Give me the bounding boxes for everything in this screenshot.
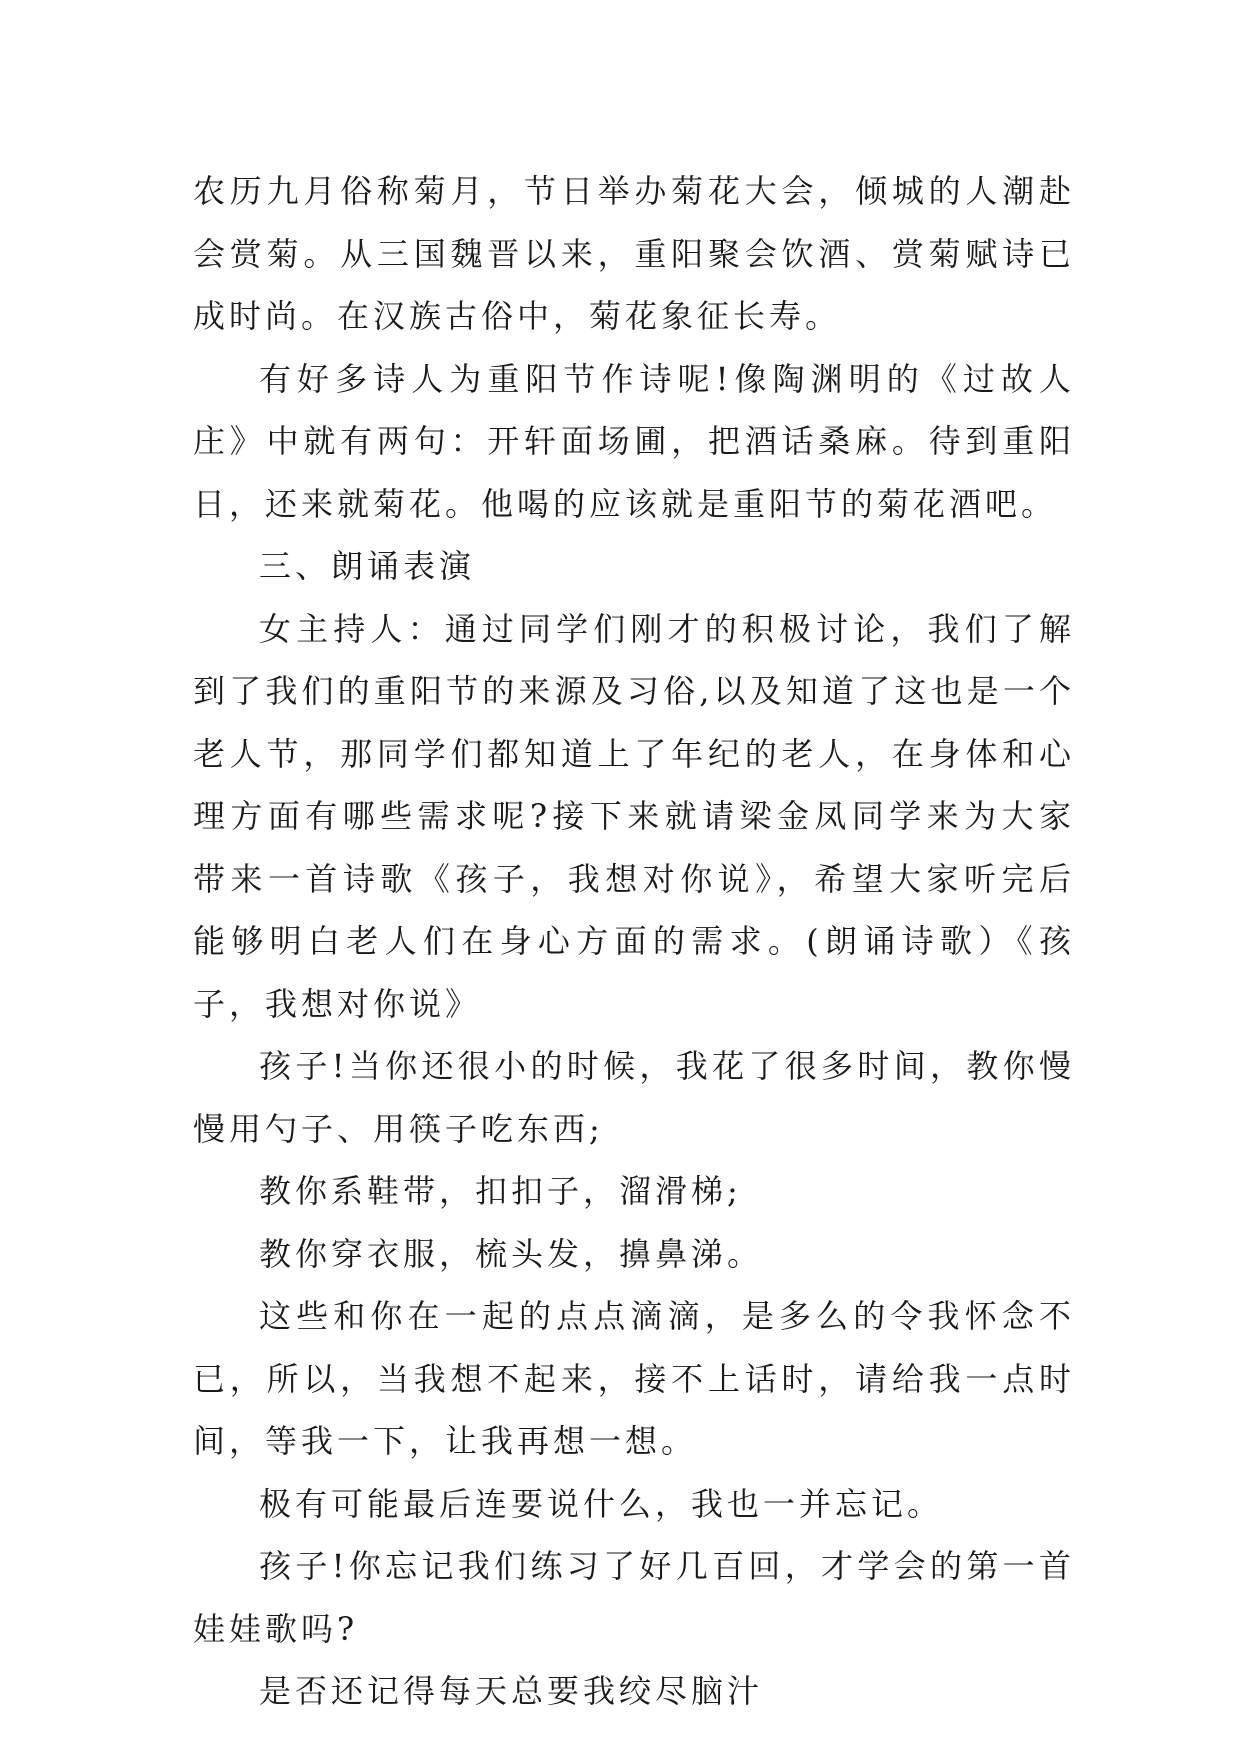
paragraph-chrysanthemum-month: 农历九月俗称菊月，节日举办菊花大会，倾城的人潮赴会赏菊。从三国魏晋以来，重阳聚会饮酒、赏菊赋诗已成时尚。在汉族古俗中，菊花象征长寿。 [193, 172, 1075, 335]
paragraph-host-intro: 女主持人：通过同学们刚才的积极讨论，我们了解到了我们的重阳节的来源及习俗,以及知道了这也是一个老人节，那同学们都知道上了年纪的老人，在身体和心理方面有哪些需求呢?接下来就请梁金凤同学来为大家带来一首诗歌《孩子，我想对你说》，希望大家听完后能够明白老人们在身心方面的需求。(朗诵诗歌）《孩子，我想对你说》 [193, 609, 1075, 1023]
poem-line-1: 孩子!当你还很小的时候，我花了很多时间，教你慢慢用勺子、用筷子吃东西; [193, 1047, 1075, 1148]
poem-line-3: 教你穿衣服，梳头发，擤鼻涕。 [259, 1234, 764, 1273]
poem-line-2: 教你系鞋带，扣扣子，溜滑梯; [259, 1172, 742, 1210]
paragraph-poets: 有好多诗人为重阳节作诗呢!像陶渊明的《过故人庄》中就有两句：开轩面场圃，把酒话桑麻。待到重阳日，还来就菊花。他喝的应该就是重阳节的菊花酒吧。 [193, 359, 1075, 523]
poem-line-4: 这些和你在一起的点点滴滴，是多么的令我怀念不已，所以，当我想不起来，接不上话时，请给我一点时间，等我一下，让我再想一想。 [193, 1297, 1075, 1460]
document-body [193, 160, 1075, 1723]
poem-line-7: 是否还记得每天总要我绞尽脑汁 [259, 1672, 764, 1710]
poem-line-6: 孩子!你忘记我们练习了好几百回，才学会的第一首娃娃歌吗? [193, 1547, 1075, 1648]
section-heading-recitation: 三、朗诵表演 [259, 547, 476, 585]
poem-line-5: 极有可能最后连要说什么，我也一并忘记。 [259, 1484, 944, 1523]
